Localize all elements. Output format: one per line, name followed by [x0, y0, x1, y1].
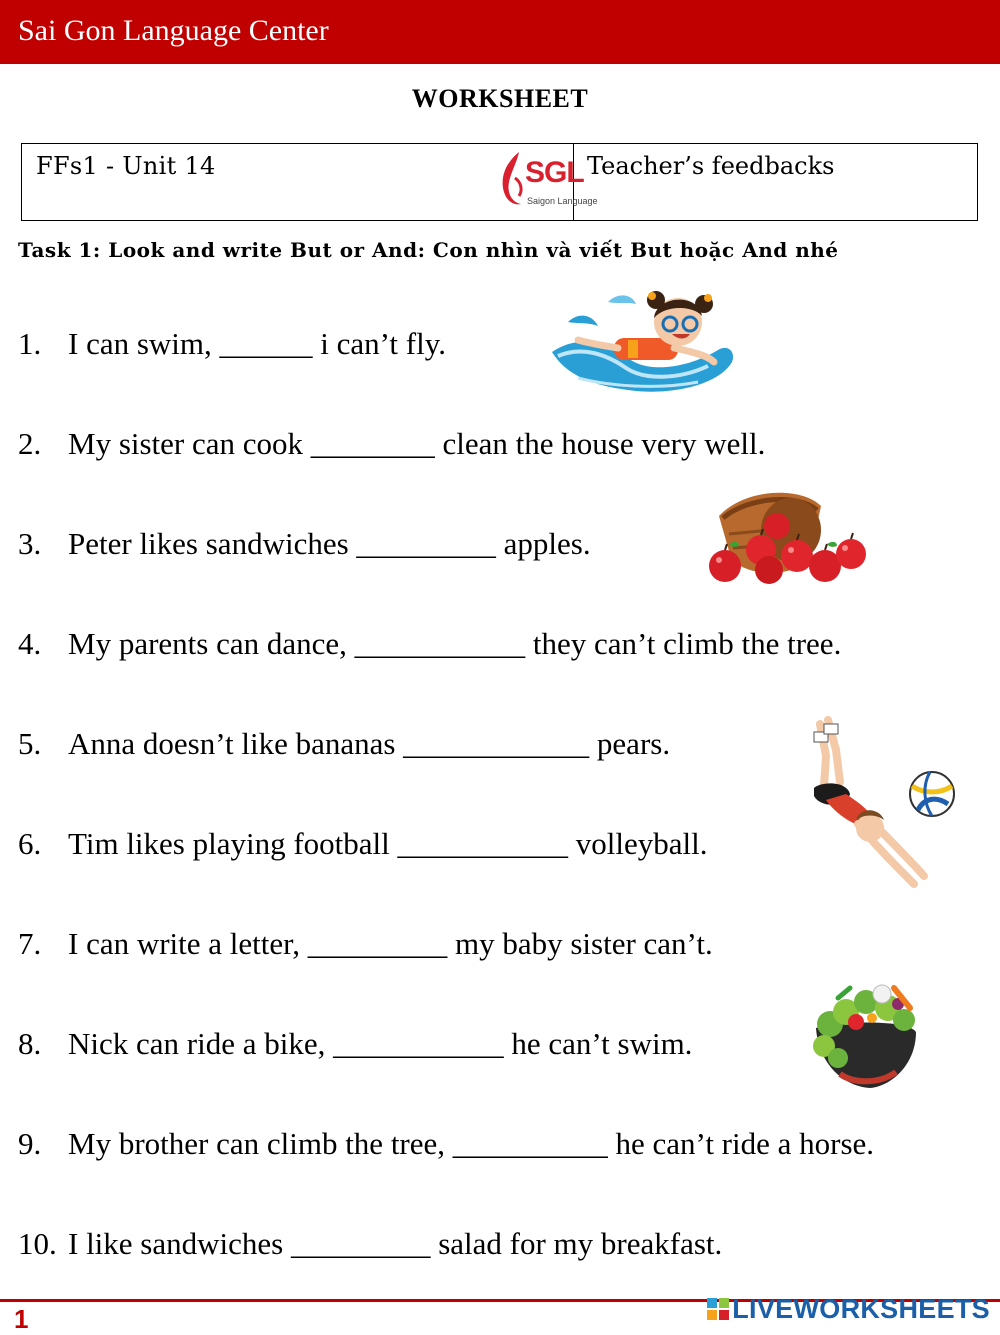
item-number: 5.: [18, 726, 42, 761]
exercise-item: [18, 1126, 874, 1162]
salad-bowl-icon: [810, 978, 922, 1090]
item-text: My brother can climb the tree, __________ he can’t ride a horse.: [68, 1126, 875, 1161]
feedback-label: Teacher’s feedbacks: [587, 152, 835, 180]
item-text: I can write a letter, _________ my baby sister can’t.: [68, 926, 713, 961]
center-name: Sai Gon Language Center: [18, 14, 329, 47]
item-number: 9.: [18, 1126, 42, 1161]
item-text: Peter likes sandwiches _________ apples.: [68, 526, 591, 561]
item-number: 4.: [18, 626, 42, 661]
item-text: I like sandwiches _________ salad for my breakfast.: [68, 1226, 723, 1261]
exercise-item: [18, 1026, 692, 1062]
exercise-item: [18, 726, 670, 762]
brand-text: LIVEWORKSHEETS: [732, 1294, 990, 1324]
item-number: 6.: [18, 826, 42, 861]
item-text: I can swim, ______ i can’t fly.: [68, 326, 446, 361]
liveworksheets-logo-icon: [707, 1298, 729, 1320]
item-text: Nick can ride a bike, ___________ he can’t swim.: [68, 1026, 693, 1061]
liveworksheets-brand: [707, 1294, 990, 1325]
exercise-item: [18, 826, 708, 862]
item-text: Anna doesn’t like bananas ____________ pears.: [68, 726, 671, 761]
item-number: 1.: [18, 326, 42, 361]
logo-subtext: Saigon Language: [527, 196, 598, 206]
logo-text: SGL: [525, 156, 584, 189]
sgl-logo: [497, 146, 598, 212]
item-number: 2.: [18, 426, 42, 461]
task-title: Task 1: Look and write But or And: Con nhìn và viết But hoặc And nhé: [18, 238, 839, 262]
exercise-item: [18, 326, 446, 362]
exercise-item: [18, 626, 841, 662]
unit-label: FFs1 - Unit 14: [36, 152, 216, 180]
unit-cell: [22, 144, 598, 220]
item-text: My sister can cook ________ clean the house very well.: [68, 426, 766, 461]
worksheet-title: WORKSHEET: [411, 84, 589, 113]
item-number: 10.: [18, 1226, 57, 1261]
info-table: [21, 143, 978, 221]
exercise-item: [18, 1226, 722, 1262]
apple-basket-icon: [705, 486, 870, 588]
exercise-item: [18, 526, 591, 562]
volleyball-player-icon: [806, 716, 956, 892]
header-bar: [0, 0, 1000, 64]
item-number: 7.: [18, 926, 42, 961]
page-number: 1: [14, 1304, 29, 1334]
item-number: 3.: [18, 526, 42, 561]
exercise-item: [18, 426, 765, 462]
item-text: Tim likes playing football ___________ volleyball.: [68, 826, 708, 861]
item-text: My parents can dance, ___________ they can’t climb the tree.: [68, 626, 842, 661]
item-number: 8.: [18, 1026, 42, 1061]
swimming-girl-icon: [548, 282, 738, 400]
exercise-item: [18, 926, 713, 962]
